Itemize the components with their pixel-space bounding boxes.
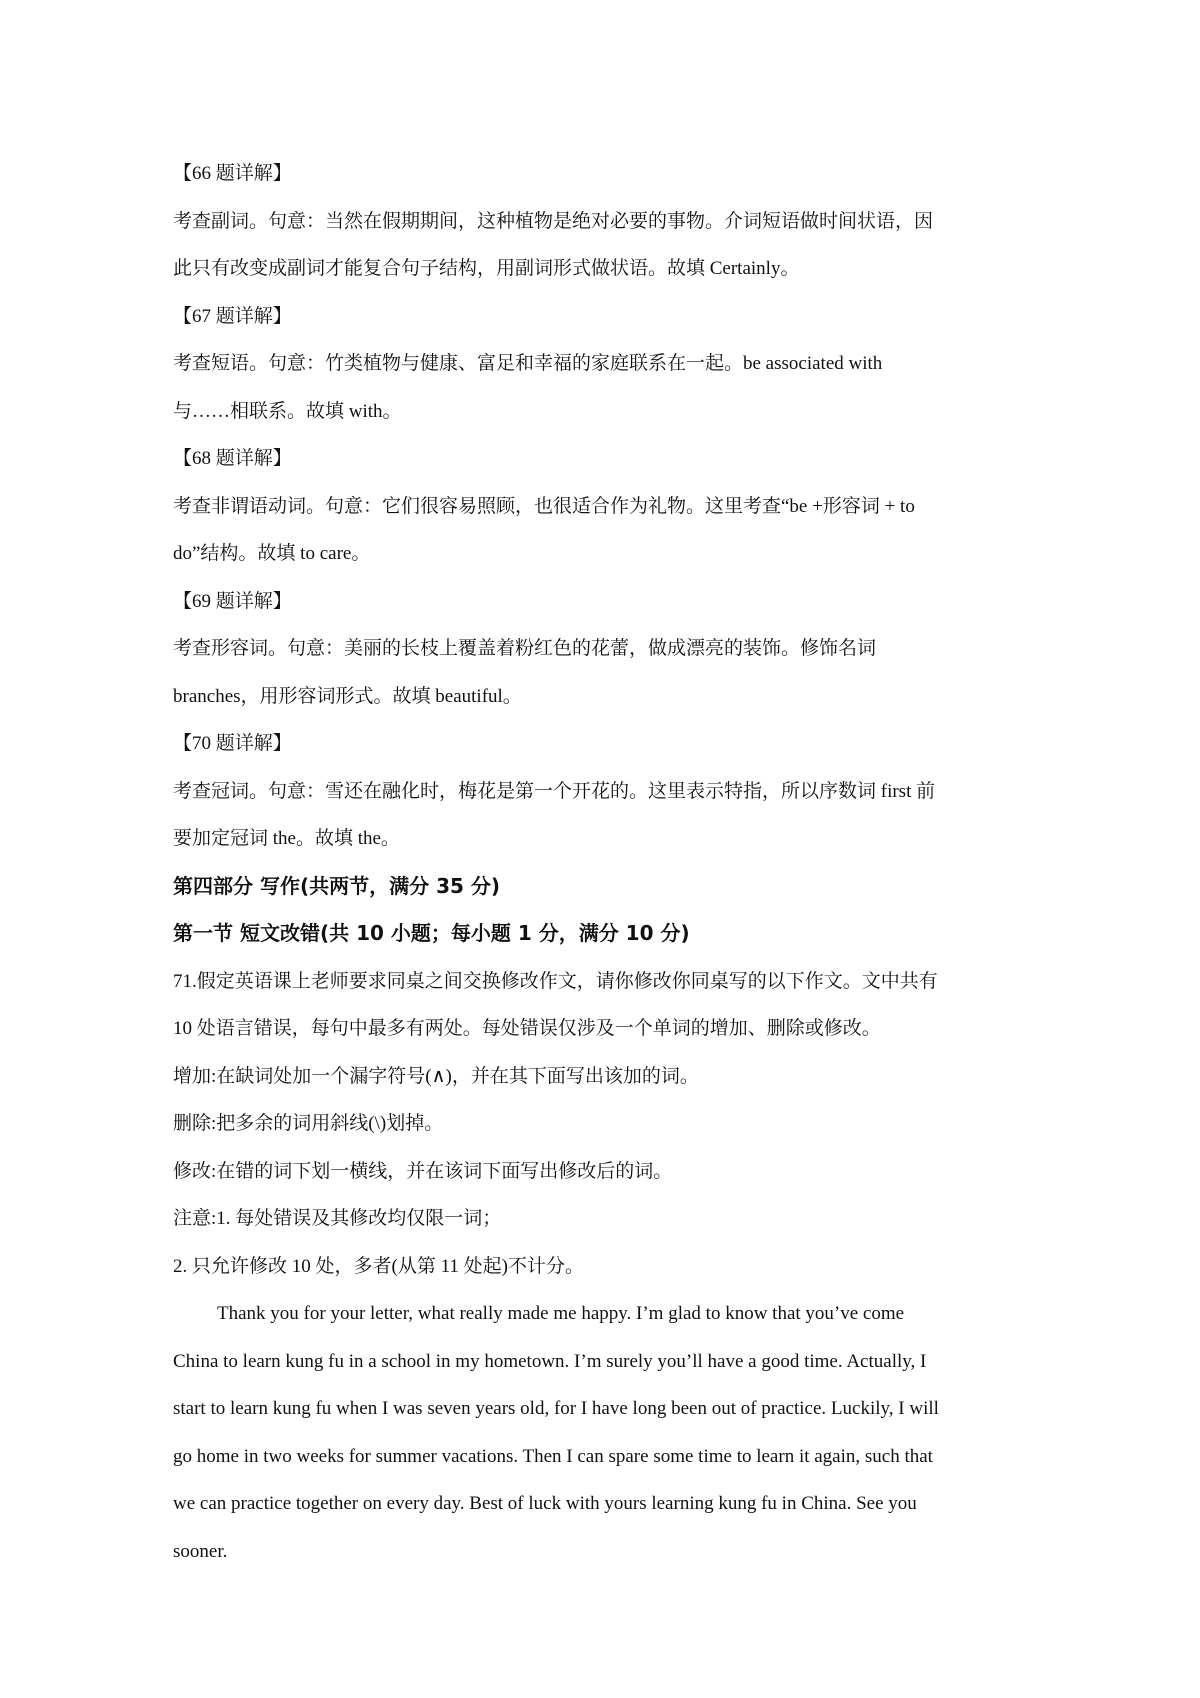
explanation-line: do”结构。故填 to care。	[173, 543, 371, 564]
question-heading: 【70 题详解】	[173, 733, 292, 754]
explanation-line: 考查非谓语动词。句意：它们很容易照顾，也很适合作为礼物。这里考查“be +形容词 + to	[173, 495, 915, 517]
explanation-line: branches，用形容词形式。故填 beautiful。	[173, 685, 522, 707]
passage	[173, 1290, 1033, 1575]
part-title: 第四部分 写作(共两节，满分 35 分)	[173, 873, 501, 898]
passage-line: sooner.	[173, 1540, 228, 1562]
explanation-68	[173, 435, 1033, 578]
explanation-66	[173, 150, 1033, 293]
passage-line: Thank you for your letter, what really made me happy. I’m glad to know that you’ve come	[217, 1303, 905, 1324]
section-title: 第一节 短文改错(共 10 小题；每小题 1 分，满分 10 分)	[173, 921, 690, 945]
instructions	[173, 958, 1033, 1291]
instruction-line: 10 处语言错误，每句中最多有两处。每处错误仅涉及一个单词的增加、删除或修改。	[173, 1018, 881, 1039]
instruction-line: 注意:1. 每处错误及其修改均仅限一词；	[173, 1208, 502, 1229]
explanation-line: 此只有改变成副词才能复合句子结构，用副词形式做状语。故填 Certainly。	[173, 258, 800, 279]
passage-line: go home in two weeks for summer vacations. Then I can spare some time to learn it again, such that	[173, 1445, 933, 1467]
passage-line: we can practice together on every day. Best of luck with yours learning kung fu in China. See you	[173, 1493, 917, 1514]
instruction-line: 修改:在错的词下划一横线，并在该词下面写出修改后的词。	[173, 1160, 673, 1182]
explanation-line: 考查冠词。句意：雪还在融化时，梅花是第一个开花的。这里表示特指，所以序数词 first 前	[173, 780, 936, 802]
explanation-line: 与……相联系。故填 with。	[173, 400, 402, 422]
question-heading: 【68 题详解】	[173, 448, 292, 469]
instruction-line: 2. 只允许修改 10 处，多者(从第 11 处起)不计分。	[173, 1255, 584, 1277]
explanation-70	[173, 720, 1033, 863]
question-heading: 【66 题详解】	[173, 163, 292, 184]
question-heading: 【67 题详解】	[173, 305, 292, 327]
explanation-line: 要加定冠词 the。故填 the。	[173, 828, 400, 849]
explanation-line: 考查短语。句意：竹类植物与健康、富足和幸福的家庭联系在一起。be associated with	[173, 353, 883, 374]
passage-line: start to learn kung fu when I was seven years old, for I have long been out of practice. Luckily, I will	[173, 1398, 939, 1419]
question-heading: 【69 题详解】	[173, 590, 292, 612]
instruction-line: 删除:把多余的词用斜线(\)划掉。	[173, 1113, 444, 1134]
explanation-69	[173, 578, 1033, 721]
passage-line: China to learn kung fu in a school in my hometown. I’m surely you’ll have a good time. Actually, I	[173, 1350, 927, 1372]
explanation-line: 考查副词。句意：当然在假期期间，这种植物是绝对必要的事物。介词短语做时间状语，因	[173, 210, 934, 232]
instruction-line: 增加:在缺词处加一个漏字符号(∧)，并在其下面写出该加的词。	[173, 1065, 699, 1087]
document-page	[173, 150, 1033, 1575]
explanation-line: 考查形容词。句意：美丽的长枝上覆盖着粉红色的花蕾，做成漂亮的装饰。修饰名词	[173, 638, 877, 659]
instruction-line: 71.假定英语课上老师要求同桌之间交换修改作文，请你修改你同桌写的以下作文。文中共有	[173, 970, 938, 992]
explanation-67	[173, 293, 1033, 436]
